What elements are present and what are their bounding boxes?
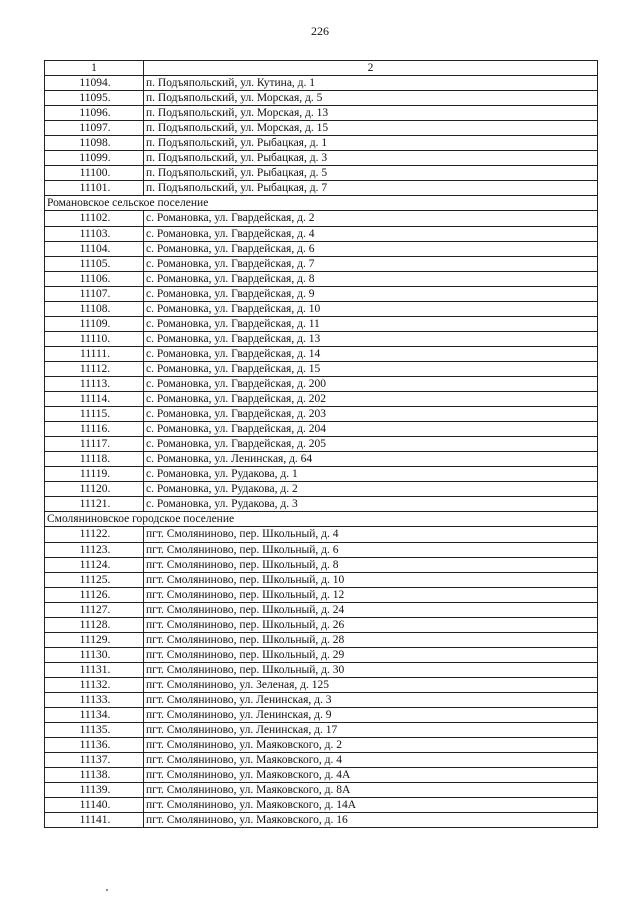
- row-number: 11112.: [45, 361, 144, 376]
- row-number: 11125.: [45, 572, 144, 587]
- row-address: пгт. Смоляниново, ул. Маяковского, д. 16: [144, 813, 598, 828]
- row-address: с. Романовка, ул. Рудакова, д. 2: [144, 482, 598, 497]
- table-row: [45, 753, 598, 768]
- row-number: 11113.: [45, 376, 144, 391]
- table-row: [45, 316, 598, 331]
- section-header-row: [45, 512, 598, 527]
- row-address: п. Подъяпольский, ул. Рыбацкая, д. 3: [144, 151, 598, 166]
- table-row: [45, 301, 598, 316]
- row-number: 11095.: [45, 91, 144, 106]
- row-number: 11103.: [45, 226, 144, 241]
- table-row: [45, 617, 598, 632]
- row-number: 11123.: [45, 542, 144, 557]
- row-number: 11128.: [45, 617, 144, 632]
- table-row: [45, 602, 598, 617]
- row-number: 11108.: [45, 301, 144, 316]
- row-number: 11122.: [45, 527, 144, 542]
- row-address: п. Подъяпольский, ул. Морская, д. 15: [144, 121, 598, 136]
- row-address: с. Романовка, ул. Гвардейская, д. 15: [144, 361, 598, 376]
- row-number: 11099.: [45, 151, 144, 166]
- table-row: [45, 241, 598, 256]
- row-address: пгт. Смоляниново, ул. Зеленая, д. 125: [144, 677, 598, 692]
- table-row: [45, 286, 598, 301]
- table-row: [45, 482, 598, 497]
- row-number: 11094.: [45, 76, 144, 91]
- row-number: 11105.: [45, 256, 144, 271]
- table-row: [45, 271, 598, 286]
- table-row: [45, 392, 598, 407]
- row-number: 11102.: [45, 211, 144, 226]
- row-address: с. Романовка, ул. Гвардейская, д. 205: [144, 437, 598, 452]
- row-address: п. Подъяпольский, ул. Рыбацкая, д. 7: [144, 181, 598, 196]
- section-title: Романовское сельское поселение: [45, 196, 598, 211]
- table-row: [45, 166, 598, 181]
- table-row: [45, 106, 598, 121]
- row-number: 11130.: [45, 647, 144, 662]
- table-row: [45, 76, 598, 91]
- row-number: 11096.: [45, 106, 144, 121]
- table-row: [45, 557, 598, 572]
- row-number: 11126.: [45, 587, 144, 602]
- row-address: пгт. Смоляниново, пер. Школьный, д. 29: [144, 647, 598, 662]
- row-address: с. Романовка, ул. Гвардейская, д. 14: [144, 346, 598, 361]
- row-number: 11121.: [45, 497, 144, 512]
- row-address: пгт. Смоляниново, ул. Маяковского, д. 4: [144, 753, 598, 768]
- row-number: 11140.: [45, 798, 144, 813]
- scan-speck: [106, 889, 108, 891]
- table-row: [45, 708, 598, 723]
- row-address: пгт. Смоляниново, пер. Школьный, д. 28: [144, 632, 598, 647]
- row-address: пгт. Смоляниново, пер. Школьный, д. 10: [144, 572, 598, 587]
- table-row: [45, 467, 598, 482]
- row-number: 11109.: [45, 316, 144, 331]
- section-header-row: [45, 196, 598, 211]
- row-address: п. Подъяпольский, ул. Морская, д. 5: [144, 91, 598, 106]
- row-address: пгт. Смоляниново, пер. Школьный, д. 12: [144, 587, 598, 602]
- table-row: [45, 542, 598, 557]
- row-address: с. Романовка, ул. Ленинская, д. 64: [144, 452, 598, 467]
- row-number: 11132.: [45, 677, 144, 692]
- row-number: 11120.: [45, 482, 144, 497]
- row-number: 11135.: [45, 723, 144, 738]
- row-address: п. Подъяпольский, ул. Рыбацкая, д. 1: [144, 136, 598, 151]
- row-address: с. Романовка, ул. Гвардейская, д. 2: [144, 211, 598, 226]
- table-row: [45, 151, 598, 166]
- row-number: 11124.: [45, 557, 144, 572]
- row-address: с. Романовка, ул. Гвардейская, д. 7: [144, 256, 598, 271]
- table-row: [45, 768, 598, 783]
- row-number: 11131.: [45, 662, 144, 677]
- table-row: [45, 572, 598, 587]
- row-number: 11134.: [45, 708, 144, 723]
- row-number: 11138.: [45, 768, 144, 783]
- row-address: пгт. Смоляниново, ул. Маяковского, д. 2: [144, 738, 598, 753]
- table-row: [45, 226, 598, 241]
- row-number: 11107.: [45, 286, 144, 301]
- row-number: 11139.: [45, 783, 144, 798]
- row-address: с. Романовка, ул. Гвардейская, д. 6: [144, 241, 598, 256]
- row-address: п. Подъяпольский, ул. Рыбацкая, д. 5: [144, 166, 598, 181]
- row-number: 11116.: [45, 422, 144, 437]
- row-number: 11101.: [45, 181, 144, 196]
- row-address: пгт. Смоляниново, ул. Ленинская, д. 3: [144, 692, 598, 707]
- table-row: [45, 437, 598, 452]
- row-address: п. Подъяпольский, ул. Кутина, д. 1: [144, 76, 598, 91]
- table-row: [45, 211, 598, 226]
- row-number: 11129.: [45, 632, 144, 647]
- row-number: 11133.: [45, 692, 144, 707]
- page-number: 226: [311, 24, 329, 38]
- table-row: [45, 361, 598, 376]
- address-table-body: [45, 61, 598, 828]
- table-row: [45, 256, 598, 271]
- row-number: 11115.: [45, 407, 144, 422]
- row-number: 11111.: [45, 346, 144, 361]
- row-number: 11097.: [45, 121, 144, 136]
- table-row: [45, 662, 598, 677]
- section-title: Смоляниновское городское поселение: [45, 512, 598, 527]
- row-address: пгт. Смоляниново, пер. Школьный, д. 30: [144, 662, 598, 677]
- row-number: 11137.: [45, 753, 144, 768]
- row-address: пгт. Смоляниново, пер. Школьный, д. 26: [144, 617, 598, 632]
- row-address: с. Романовка, ул. Рудакова, д. 3: [144, 497, 598, 512]
- table-row: [45, 497, 598, 512]
- row-number: 11136.: [45, 738, 144, 753]
- row-address: с. Романовка, ул. Гвардейская, д. 13: [144, 331, 598, 346]
- column-header-address: 2: [144, 61, 598, 76]
- table-row: [45, 692, 598, 707]
- table-row: [45, 181, 598, 196]
- row-address: с. Романовка, ул. Гвардейская, д. 203: [144, 407, 598, 422]
- row-address: с. Романовка, ул. Гвардейская, д. 200: [144, 376, 598, 391]
- row-number: 11141.: [45, 813, 144, 828]
- table-row: [45, 331, 598, 346]
- table-row: [45, 91, 598, 106]
- row-address: пгт. Смоляниново, пер. Школьный, д. 6: [144, 542, 598, 557]
- row-address: пгт. Смоляниново, пер. Школьный, д. 24: [144, 602, 598, 617]
- row-number: 11100.: [45, 166, 144, 181]
- table-row: [45, 587, 598, 602]
- table-row: [45, 723, 598, 738]
- table-row: [45, 346, 598, 361]
- table-header-row: [45, 61, 598, 76]
- table-row: [45, 677, 598, 692]
- row-address: с. Романовка, ул. Гвардейская, д. 10: [144, 301, 598, 316]
- row-address: с. Романовка, ул. Рудакова, д. 1: [144, 467, 598, 482]
- row-number: 11104.: [45, 241, 144, 256]
- row-number: 11106.: [45, 271, 144, 286]
- row-address: с. Романовка, ул. Гвардейская, д. 9: [144, 286, 598, 301]
- row-address: пгт. Смоляниново, пер. Школьный, д. 4: [144, 527, 598, 542]
- row-number: 11118.: [45, 452, 144, 467]
- row-number: 11110.: [45, 331, 144, 346]
- table-row: [45, 376, 598, 391]
- row-address: с. Романовка, ул. Гвардейская, д. 11: [144, 316, 598, 331]
- row-address: пгт. Смоляниново, пер. Школьный, д. 8: [144, 557, 598, 572]
- row-number: 11127.: [45, 602, 144, 617]
- row-address: пгт. Смоляниново, ул. Маяковского, д. 4А: [144, 768, 598, 783]
- table-row: [45, 647, 598, 662]
- column-header-number: 1: [45, 61, 144, 76]
- row-number: 11098.: [45, 136, 144, 151]
- row-number: 11117.: [45, 437, 144, 452]
- table-row: [45, 422, 598, 437]
- table-row: [45, 738, 598, 753]
- row-address: пгт. Смоляниново, ул. Маяковского, д. 14А: [144, 798, 598, 813]
- row-address: пгт. Смоляниново, ул. Маяковского, д. 8А: [144, 783, 598, 798]
- row-address: с. Романовка, ул. Гвардейская, д. 202: [144, 392, 598, 407]
- row-address: п. Подъяпольский, ул. Морская, д. 13: [144, 106, 598, 121]
- table-row: [45, 452, 598, 467]
- row-number: 11119.: [45, 467, 144, 482]
- table-row: [45, 121, 598, 136]
- row-number: 11114.: [45, 392, 144, 407]
- row-address: пгт. Смоляниново, ул. Ленинская, д. 17: [144, 723, 598, 738]
- table-row: [45, 783, 598, 798]
- table-row: [45, 527, 598, 542]
- table-row: [45, 407, 598, 422]
- table-row: [45, 813, 598, 828]
- address-table: [44, 60, 598, 828]
- table-row: [45, 632, 598, 647]
- row-address: с. Романовка, ул. Гвардейская, д. 204: [144, 422, 598, 437]
- row-address: с. Романовка, ул. Гвардейская, д. 4: [144, 226, 598, 241]
- row-address: пгт. Смоляниново, ул. Ленинская, д. 9: [144, 708, 598, 723]
- row-address: с. Романовка, ул. Гвардейская, д. 8: [144, 271, 598, 286]
- table-row: [45, 798, 598, 813]
- table-row: [45, 136, 598, 151]
